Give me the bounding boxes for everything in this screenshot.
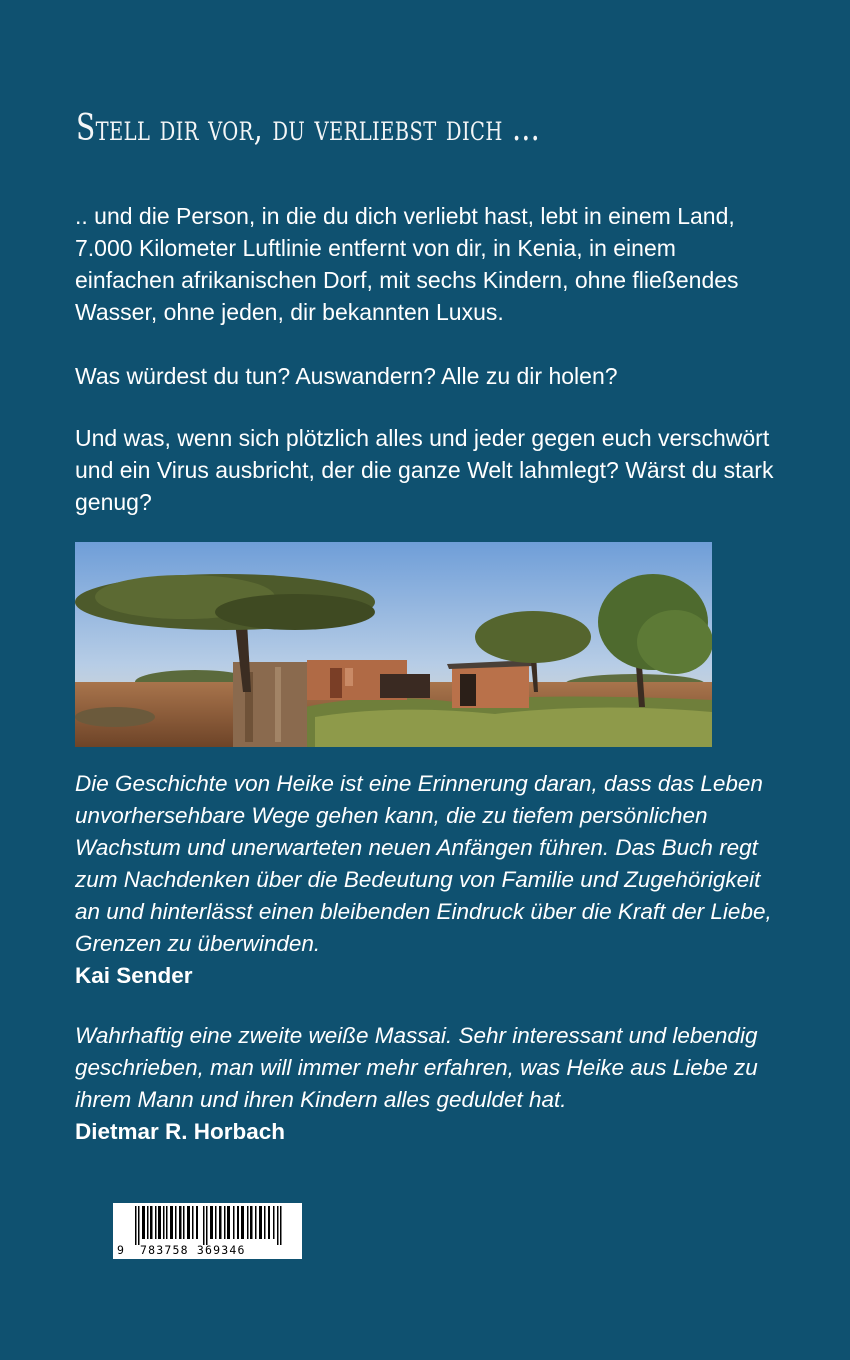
review-quote-2-text: Wahrhaftig eine zweite weiße Massai. Sehr interessant und lebendig geschrieben, man will immer mehr erfahren, was Heike aus Liebe zu ihrem Mann und ihren Kindern alles geduldet hat. [75,1023,758,1112]
barcode-bars [113,1203,302,1245]
village-photo [75,542,712,747]
twist-paragraph: Und was, wenn sich plötzlich alles und jeder gegen euch verschwört und ein Virus ausbricht, der die ganze Welt lahmlegt? Wärst du stark genug? [75,425,774,515]
review-quote-1-author: Kai Sender [75,963,193,988]
barcode-number: 783758 369346 [140,1243,246,1257]
review-quote-1 [75,768,775,992]
intro-paragraph: .. und die Person, in die du dich verliebt hast, lebt in einem Land, 7.000 Kilometer Luftlinie entfernt von dir, in Kenia, in einem einfachen afrikanischen Dorf, mit sechs Kindern, ohne fließendes Wasser, ohne jeden, dir bekannten Luxus. [75,203,739,325]
review-quote-2-author: Dietmar R. Horbach [75,1119,286,1144]
isbn-barcode [113,1203,302,1259]
question-paragraph: Was würdest du tun? Auswandern? Alle zu dir holen? [75,363,618,389]
headline: Stell dir vor, du verliebst dich ... [76,108,541,149]
review-quote-1-text: Die Geschichte von Heike ist eine Erinnerung daran, dass das Leben unvorhersehbare Wege gehen kann, die zu tiefem persönlichen Wachstum und unerwarteten neuen Anfängen führen. Das Buch regt zum Nachdenken über die Bedeutung von Familie und Zugehörigkeit an und hinterlässt einen bleibenden Eindruck über die Kraft der Liebe, Grenzen zu überwinden. [75,771,772,956]
review-quote-2 [75,1020,775,1148]
barcode-first-digit: 9 [117,1243,126,1257]
